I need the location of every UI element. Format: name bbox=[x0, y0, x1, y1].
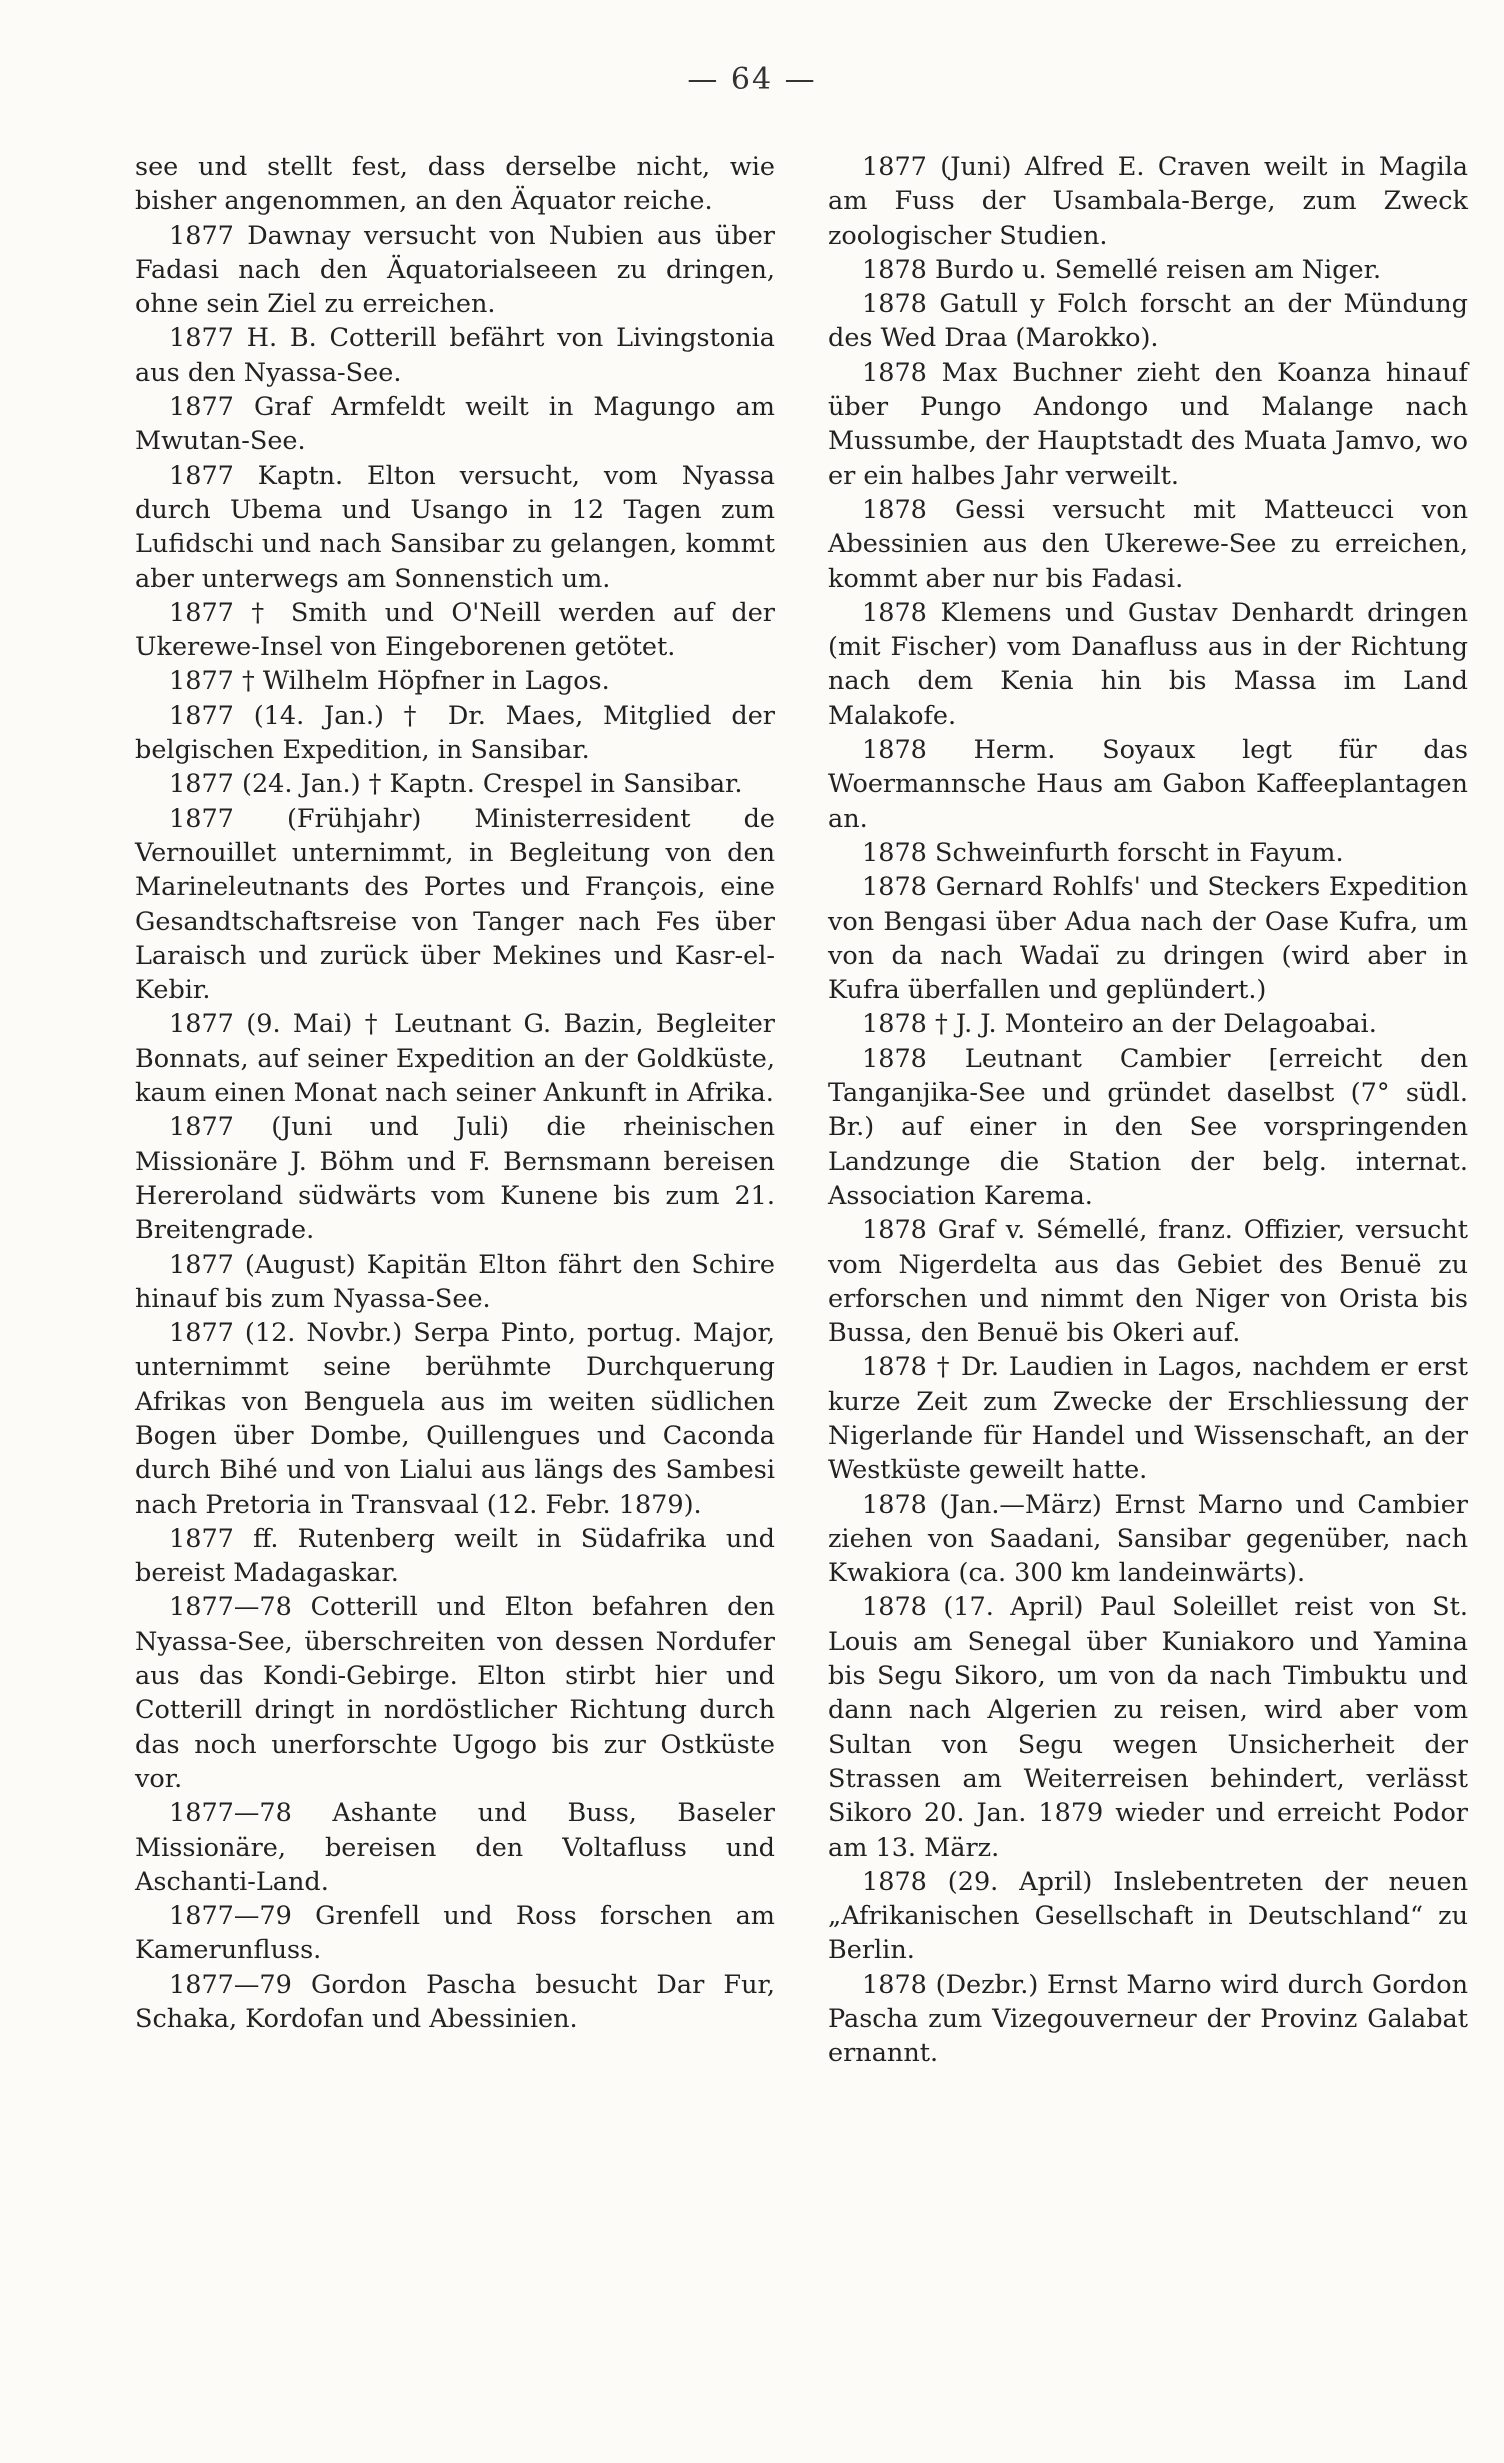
chronicle-entry: 1878 (17. April) Paul Soleillet reist von St. Louis am Senegal über Kuniakoro und Yamina bis Segu Sikoro, um von da nach Timbuktu und dann nach Algerien zu reisen, wird aber vom Sultan von Segu wegen Unsicherheit der Strassen am Weiterreisen behindert, verlässt Sikoro 20. Jan. 1879 wieder und erreicht Podor am 13. März. bbox=[828, 1592, 1468, 1863]
chronicle-entry: 1878 † Dr. Laudien in Lagos, nachdem er erst kurze Zeit zum Zwecke der Erschliessung der Nigerlande für Handel und Wissenschaft, an der Westküste geweilt hatte. bbox=[828, 1352, 1468, 1486]
chronicle-entry: 1878 Gernard Rohlfs' und Steckers Expedition von Bengasi über Adua nach der Oase Kufra, um von da nach Wadaï zu dringen (wird aber in Kufra überfallen und geplündert.) bbox=[828, 872, 1468, 1006]
chronicle-entry: 1877 (Juni) Alfred E. Craven weilt in Magila am Fuss der Usambala-Berge, zum Zweck zoologischer Studien. bbox=[828, 152, 1468, 251]
chronicle-entry: 1878 Klemens und Gustav Denhardt dringen (mit Fischer) vom Danafluss aus in der Richtung nach dem Kenia hin bis Massa im Land Malakofe. bbox=[828, 597, 1468, 731]
chronicle-entry: 1877—79 Gordon Pascha besucht Dar Fur, Schaka, Kordofan und Abessinien. bbox=[135, 1969, 775, 2035]
chronicle-entry: 1877 † Smith und O'Neill werden auf der Ukerewe-Insel von Eingeborenen getötet. bbox=[135, 597, 775, 663]
chronicle-entry: 1878 (Jan.—März) Ernst Marno und Cambier ziehen von Saadani, Sansibar gegenüber, nach Kwakiora (ca. 300 km landeinwärts). bbox=[828, 1489, 1468, 1589]
chronicle-entry: 1877—78 Ashante und Buss, Baseler Missionäre, bereisen den Voltafluss und Aschanti-Land. bbox=[135, 1798, 775, 1897]
chronicle-entry: see und stellt fest, dass derselbe nicht, wie bisher angenommen, an den Äquator reiche. bbox=[135, 152, 775, 217]
chronicle-entry: 1878 Graf v. Sémellé, franz. Offizier, versucht vom Nigerdelta aus das Gebiet des Benuë zu erforschen und nimmt den Niger von Orista bis Bussa, den Benuë bis Okeri auf. bbox=[828, 1215, 1468, 1349]
chronicle-entry: 1877 (9. Mai) † Leutnant G. Bazin, Begleiter Bonnats, auf seiner Expedition an der Goldküste, kaum einen Monat nach seiner Ankunft in Afrika. bbox=[135, 1009, 775, 1109]
left-column bbox=[135, 150, 775, 2036]
chronicle-entry: 1878 Leutnant Cambier [erreicht den Tanganjika-See und gründet daselbst (7° südl. Br.) auf einer in den See vorspringenden Landzunge die Station der belg. internat. Association Karema. bbox=[828, 1043, 1468, 1211]
chronicle-entry: 1877 Kaptn. Elton versucht, vom Nyassa durch Ubema und Usango in 12 Tagen zum Lufidschi und nach Sansibar zu gelangen, kommt aber unterwegs am Sonnenstich um. bbox=[135, 460, 775, 594]
chronicle-entry: 1878 (Dezbr.) Ernst Marno wird durch Gordon Pascha zum Vizegouverneur der Provinz Galabat ernannt. bbox=[828, 1969, 1468, 2069]
chronicle-entry: 1878 Gatull y Folch forscht an der Mündung des Wed Draa (Marokko). bbox=[828, 289, 1468, 354]
chronicle-entry: 1877 (August) Kapitän Elton fährt den Schire hinauf bis zum Nyassa-See. bbox=[135, 1249, 775, 1314]
chronicle-entry: 1877 Dawnay versucht von Nubien aus über Fadasi nach den Äquatorialseeen zu dringen, ohne sein Ziel zu erreichen. bbox=[135, 220, 775, 320]
right-column bbox=[828, 150, 1468, 2071]
page-number: — 64 — bbox=[687, 62, 817, 97]
chronicle-entry: 1877 (Frühjahr) Ministerresident de Vernouillet unternimmt, in Begleitung von den Marineleutnants des Portes und François, eine Gesandtschaftsreise von Tanger nach Fes über Laraisch und zurück über Mekines und Kasr-el-Kebir. bbox=[135, 803, 775, 1006]
chronicle-entry: 1877 H. B. Cotterill befährt von Livingstonia aus den Nyassa-See. bbox=[135, 323, 775, 388]
chronicle-entry: 1877 (Juni und Juli) die rheinischen Missionäre J. Böhm und F. Bernsmann bereisen Hereroland südwärts vom Kunene bis zum 21. Breitengrade. bbox=[135, 1112, 775, 1246]
chronicle-entry: 1877 (24. Jan.) † Kaptn. Crespel in Sansibar. bbox=[169, 769, 743, 800]
chronicle-entry: 1877 (12. Novbr.) Serpa Pinto, portug. Major, unternimmt seine berühmte Durchquerung Afrikas von Benguela aus im weiten südlichen Bogen über Dombe, Quillengues und Caconda durch Bihé und von Lialui aus längs des Sambesi nach Pretoria in Transvaal (12. Febr. 1879). bbox=[135, 1318, 775, 1520]
chronicle-entry: 1877 (14. Jan.) † Dr. Maes, Mitglied der belgischen Expedition, in Sansibar. bbox=[135, 700, 775, 766]
chronicle-entry: 1877—78 Cotterill und Elton befahren den Nyassa-See, überschreiten von dessen Nordufer aus das Kondi-Gebirge. Elton stirbt hier und Cotterill dringt in nordöstlicher Richtung durch das noch unerforschte Ugogo bis zur Ostküste vor. bbox=[135, 1592, 775, 1794]
chronicle-entry: 1878 † J. J. Monteiro an der Delagoabai. bbox=[862, 1009, 1377, 1040]
chronicle-entry: 1878 Schweinfurth forscht in Fayum. bbox=[862, 837, 1344, 868]
chronicle-entry: 1877 ff. Rutenberg weilt in Südafrika und bereist Madagaskar. bbox=[135, 1523, 775, 1589]
chronicle-entry: 1878 Gessi versucht mit Matteucci von Abessinien aus den Ukerewe-See zu erreichen, kommt aber nur bis Fadasi. bbox=[828, 494, 1468, 594]
chronicle-entry: 1878 Herm. Soyaux legt für das Woermannsche Haus am Gabon Kaffeeplantagen an. bbox=[828, 735, 1468, 834]
chronicle-entry: 1878 Max Buchner zieht den Koanza hinauf über Pungo Andongo und Malange nach Mussumbe, der Hauptstadt des Muata Jamvo, wo er ein halbes Jahr verweilt. bbox=[828, 357, 1468, 491]
chronicle-entry: 1877 † Wilhelm Höpfner in Lagos. bbox=[169, 666, 610, 697]
chronicle-entry: 1877—79 Grenfell und Ross forschen am Kamerunfluss. bbox=[135, 1901, 775, 1966]
chronicle-entry: 1878 (29. April) Inslebentreten der neuen „Afrikanischen Gesellschaft in Deutschland“ zu Berlin. bbox=[828, 1866, 1468, 1966]
chronicle-entry: 1877 Graf Armfeldt weilt in Magungo am Mwutan-See. bbox=[135, 392, 775, 457]
chronicle-entry: 1878 Burdo u. Semellé reisen am Niger. bbox=[862, 254, 1382, 285]
